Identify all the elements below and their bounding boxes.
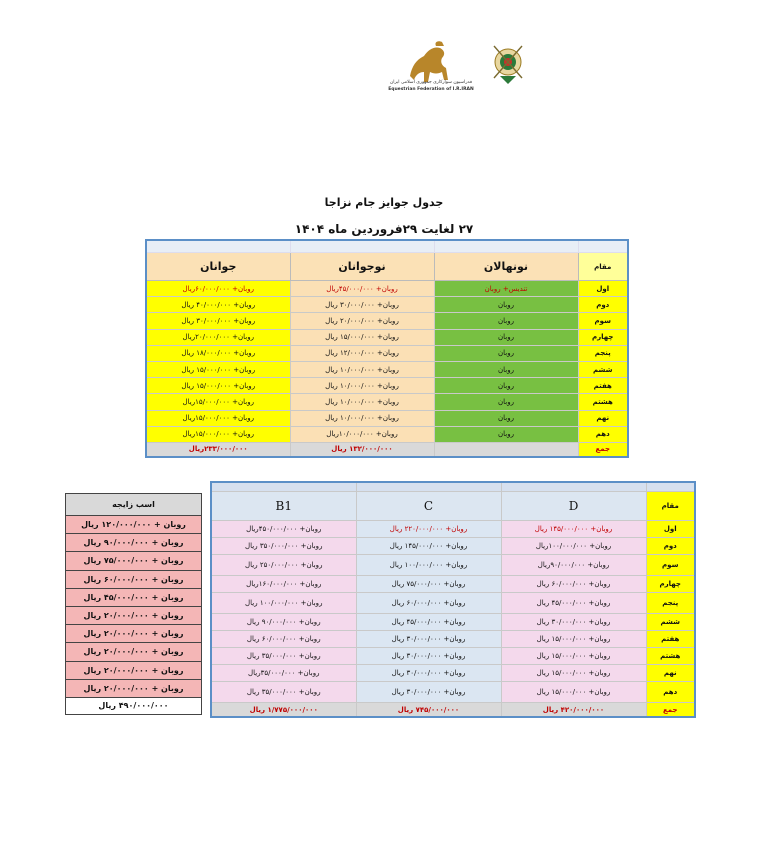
prize-cell: روبان bbox=[434, 361, 578, 377]
table-row bbox=[211, 682, 695, 703]
prize-cell: روبان+ ۱۴۵/۰۰۰/۰۰۰ ریال bbox=[356, 538, 501, 555]
rank-header: مقام bbox=[578, 253, 628, 281]
column-header: نونهالان bbox=[434, 253, 578, 281]
prize-cell: روبان+ ۴۵۰/۰۰۰/۰۰۰ریال bbox=[211, 521, 356, 538]
table-row bbox=[211, 665, 695, 682]
prize-cell: روبان+ ۱۵/۰۰۰/۰۰۰ ریال bbox=[146, 361, 290, 377]
prize-cell: روبان+ ۱۰/۰۰۰/۰۰۰ ریال bbox=[290, 361, 434, 377]
table-header-row bbox=[146, 253, 628, 281]
prize-cell: روبان + ۶۰/۰۰۰/۰۰۰ ریال bbox=[66, 570, 202, 588]
prize-cell: روبان+ ۳۵۰/۰۰۰/۰۰۰ ریال bbox=[211, 538, 356, 555]
table-row bbox=[211, 593, 695, 614]
prize-cell: روبان+ ۳۰/۰۰۰/۰۰۰ ریال bbox=[356, 665, 501, 682]
table-row bbox=[211, 648, 695, 665]
sum-label: جمع bbox=[578, 442, 628, 457]
prize-cell: روبان bbox=[434, 410, 578, 426]
table-row bbox=[66, 516, 202, 534]
table-row bbox=[66, 606, 202, 624]
table-row bbox=[146, 426, 628, 442]
rank-cell: هفتم bbox=[578, 378, 628, 394]
table-row bbox=[66, 625, 202, 643]
prize-cell: روبان+ ۱۵/۰۰۰/۰۰۰ ریال bbox=[501, 682, 646, 703]
table-row bbox=[146, 361, 628, 377]
prize-cell: روبان bbox=[434, 378, 578, 394]
sum-cell: ۱/۷۷۵/۰۰۰/۰۰۰ ریال bbox=[211, 703, 356, 718]
rank-cell: دهم bbox=[646, 682, 695, 703]
prize-cell: روبان + ۱۲۰/۰۰۰/۰۰۰ ریال bbox=[66, 516, 202, 534]
sum-cell: ۴۹۰/۰۰۰/۰۰۰ ریال bbox=[66, 697, 202, 714]
logo-caption-fa: فدراسیون سوارکاری جمهوری اسلامی ایران bbox=[389, 80, 473, 85]
prize-cell: روبان+ ۴۵/۰۰۰/۰۰۰ ریال bbox=[501, 593, 646, 614]
prize-cell: روبان + ۲۰/۰۰۰/۰۰۰ ریال bbox=[66, 643, 202, 661]
rank-header: مقام bbox=[646, 492, 695, 521]
prize-cell: روبان bbox=[434, 313, 578, 329]
table-row bbox=[146, 345, 628, 361]
prize-cell: روبان + ۴۵/۰۰۰/۰۰۰ ریال bbox=[66, 588, 202, 606]
prize-cell: روبان+ ۹۰/۰۰۰/۰۰۰ریال bbox=[501, 555, 646, 576]
prize-cell: روبان+ ۱۰/۰۰۰/۰۰۰ریال bbox=[290, 426, 434, 442]
table-row bbox=[146, 394, 628, 410]
sum-cell: ۴۲۰/۰۰۰/۰۰۰ ریال bbox=[501, 703, 646, 718]
table-row bbox=[66, 570, 202, 588]
prize-cell: روبان+ ۳۰/۰۰۰/۰۰۰ ریال bbox=[146, 313, 290, 329]
prize-cell: روبان+ ۲۰/۰۰۰/۰۰۰ریال bbox=[146, 329, 290, 345]
prize-cell: روبان+ ۱۵/۰۰۰/۰۰۰ ریال bbox=[146, 378, 290, 394]
column-header: جوانان bbox=[146, 253, 290, 281]
prize-cell: روبان+ ۴۵/۰۰۰/۰۰۰ ریال bbox=[356, 614, 501, 631]
table-sum-row bbox=[66, 697, 202, 714]
prize-cell: تندیس+ روبان bbox=[434, 281, 578, 297]
prize-cell: روبان+ ۳۰/۰۰۰/۰۰۰ ریال bbox=[290, 297, 434, 313]
table-row bbox=[211, 576, 695, 593]
prize-cell: روبان+ ۶۰/۰۰۰/۰۰۰ریال bbox=[146, 281, 290, 297]
table-row bbox=[146, 378, 628, 394]
prize-cell: روبان+ ۳۰/۰۰۰/۰۰۰ ریال bbox=[356, 648, 501, 665]
prize-cell: روبان+ ۲۲۰/۰۰۰/۰۰۰ ریال bbox=[356, 521, 501, 538]
table-row bbox=[66, 679, 202, 697]
prize-cell: روبان+ ۶۰/۰۰۰/۰۰۰ ریال bbox=[356, 593, 501, 614]
prize-cell: روبان+ ۱۵/۰۰۰/۰۰۰ ریال bbox=[290, 329, 434, 345]
rank-cell: پنجم bbox=[646, 593, 695, 614]
table-row bbox=[146, 313, 628, 329]
prize-cell: روبان bbox=[434, 426, 578, 442]
prize-cell: روبان+ ۹۰/۰۰۰/۰۰۰ ریال bbox=[211, 614, 356, 631]
prize-cell: روبان+ ۱۸/۰۰۰/۰۰۰ ریال bbox=[146, 345, 290, 361]
table-row bbox=[211, 521, 695, 538]
sum-label: جمع bbox=[646, 703, 695, 718]
table-row bbox=[146, 410, 628, 426]
prize-cell: روبان+ ۱۰۰/۰۰۰/۰۰۰ریال bbox=[501, 538, 646, 555]
prize-cell: روبان + ۷۵/۰۰۰/۰۰۰ ریال bbox=[66, 552, 202, 570]
prize-cell: روبان+ ۱۰۰/۰۰۰/۰۰۰ ریال bbox=[211, 593, 356, 614]
prize-cell: روبان+ ۱۶۰/۰۰۰/۰۰۰ریال bbox=[211, 576, 356, 593]
table-row bbox=[146, 329, 628, 345]
sum-cell: ۷۴۵/۰۰۰/۰۰۰ ریال bbox=[356, 703, 501, 718]
class-prize-table bbox=[210, 481, 696, 718]
age-group-prize-table bbox=[145, 239, 629, 458]
prize-cell: روبان+ ۶۰/۰۰۰/۰۰۰ ریال bbox=[211, 631, 356, 648]
rank-cell: سوم bbox=[578, 313, 628, 329]
column-header: B1 bbox=[211, 492, 356, 521]
prize-cell: روبان bbox=[434, 297, 578, 313]
prize-cell: روبان bbox=[434, 345, 578, 361]
prize-cell: روبان+ ۱۰/۰۰۰/۰۰۰ ریال bbox=[290, 394, 434, 410]
sum-cell: ۲۳۳/۰۰۰/۰۰۰ریال bbox=[146, 442, 290, 457]
rank-cell: ششم bbox=[646, 614, 695, 631]
prize-cell: روبان+ ۶۰/۰۰۰/۰۰۰ ریال bbox=[501, 576, 646, 593]
prize-cell: روبان+ ۱۰۰/۰۰۰/۰۰۰ ریال bbox=[356, 555, 501, 576]
prize-cell: روبان+ ۱۴۵/۰۰۰/۰۰۰ ریال bbox=[501, 521, 646, 538]
rank-cell: ششم bbox=[578, 361, 628, 377]
rank-cell: هفتم bbox=[646, 631, 695, 648]
prize-cell: روبان+ ۱۵/۰۰۰/۰۰۰ریال bbox=[146, 394, 290, 410]
column-header: C bbox=[356, 492, 501, 521]
rank-cell: چهارم bbox=[578, 329, 628, 345]
prize-cell: روبان+ ۳۰/۰۰۰/۰۰۰ ریال bbox=[356, 682, 501, 703]
prize-cell: روبان+ ۱۲/۰۰۰/۰۰۰ ریال bbox=[290, 345, 434, 361]
table-row bbox=[66, 588, 202, 606]
table-sum-row bbox=[211, 703, 695, 718]
prize-cell: روبان+ ۱۰/۰۰۰/۰۰۰ ریال bbox=[290, 410, 434, 426]
column-header: اسب زایجه bbox=[66, 494, 202, 516]
prize-cell: روبان + ۲۰/۰۰۰/۰۰۰ ریال bbox=[66, 661, 202, 679]
page-subtitle: ۲۷ لغایت ۲۹فروردین ماه ۱۴۰۴ bbox=[294, 222, 474, 236]
prize-cell: روبان+ ۷۵/۰۰۰/۰۰۰ ریال bbox=[356, 576, 501, 593]
prize-cell: روبان+ ۳۵/۰۰۰/۰۰۰ریال bbox=[211, 665, 356, 682]
prize-cell: روبان+ ۱۵/۰۰۰/۰۰۰ ریال bbox=[501, 648, 646, 665]
table-row bbox=[66, 661, 202, 679]
table-row bbox=[146, 281, 628, 297]
table-header-row bbox=[211, 492, 695, 521]
rank-cell: دوم bbox=[646, 538, 695, 555]
prize-cell: روبان+ ۱۰/۰۰۰/۰۰۰ ریال bbox=[290, 378, 434, 394]
table-row bbox=[66, 552, 202, 570]
rank-cell: هشتم bbox=[578, 394, 628, 410]
prize-cell: روبان bbox=[434, 394, 578, 410]
prize-cell: روبان+ ۱۵/۰۰۰/۰۰۰ریال bbox=[146, 410, 290, 426]
page-title: جدول جوایز جام نزاجا bbox=[324, 196, 444, 209]
prize-cell: روبان+ ۱۵/۰۰۰/۰۰۰ ریال bbox=[501, 665, 646, 682]
sum-cell bbox=[434, 442, 578, 457]
rank-cell: اول bbox=[646, 521, 695, 538]
table-header-row bbox=[66, 494, 202, 516]
rank-cell: نهم bbox=[578, 410, 628, 426]
prize-cell: روبان+ ۴۰/۰۰۰/۰۰۰ ریال bbox=[146, 297, 290, 313]
rank-cell: دهم bbox=[578, 426, 628, 442]
rank-cell: هشتم bbox=[646, 648, 695, 665]
prize-cell: روبان+ ۱۵/۰۰۰/۰۰۰ ریال bbox=[501, 631, 646, 648]
table-row bbox=[211, 614, 695, 631]
rank-cell: دوم bbox=[578, 297, 628, 313]
rank-cell: سوم bbox=[646, 555, 695, 576]
table-row bbox=[211, 538, 695, 555]
prize-cell: روبان+ ۱۵/۰۰۰/۰۰۰ریال bbox=[146, 426, 290, 442]
sum-cell: ۱۳۲/۰۰۰/۰۰۰ ریال bbox=[290, 442, 434, 457]
column-header: نوجوانان bbox=[290, 253, 434, 281]
prize-cell: روبان + ۲۰/۰۰۰/۰۰۰ ریال bbox=[66, 679, 202, 697]
prize-cell: روبان + ۲۰/۰۰۰/۰۰۰ ریال bbox=[66, 606, 202, 624]
table-row bbox=[66, 643, 202, 661]
young-horse-prize-table bbox=[65, 493, 202, 715]
rank-cell: پنجم bbox=[578, 345, 628, 361]
prize-cell: روبان+ ۳۵/۰۰۰/۰۰۰ ریال bbox=[211, 682, 356, 703]
prize-cell: روبان+ ۳۰/۰۰۰/۰۰۰ ریال bbox=[356, 631, 501, 648]
prize-cell: روبان+ ۴۵/۰۰۰/۰۰۰ریال bbox=[290, 281, 434, 297]
prize-cell: روبان+ ۲۰/۰۰۰/۰۰۰ ریال bbox=[290, 313, 434, 329]
prize-cell: روبان+ ۳۵/۰۰۰/۰۰۰ ریال bbox=[211, 648, 356, 665]
table-row bbox=[211, 555, 695, 576]
logo-caption-en: Equestrian Federation of I.R.IRAN bbox=[388, 87, 474, 92]
table-row bbox=[146, 297, 628, 313]
rank-cell: اول bbox=[578, 281, 628, 297]
table-sum-row bbox=[146, 442, 628, 457]
prize-cell: روبان + ۹۰/۰۰۰/۰۰۰ ریال bbox=[66, 534, 202, 552]
table-row bbox=[66, 534, 202, 552]
table-row bbox=[211, 631, 695, 648]
prize-cell: روبان + ۲۰/۰۰۰/۰۰۰ ریال bbox=[66, 625, 202, 643]
rank-cell: چهارم bbox=[646, 576, 695, 593]
prize-cell: روبان bbox=[434, 329, 578, 345]
prize-cell: روبان+ ۲۵۰/۰۰۰/۰۰۰ ریال bbox=[211, 555, 356, 576]
rank-cell: نهم bbox=[646, 665, 695, 682]
prize-cell: روبان+ ۳۰/۰۰۰/۰۰۰ ریال bbox=[501, 614, 646, 631]
column-header: D bbox=[501, 492, 646, 521]
